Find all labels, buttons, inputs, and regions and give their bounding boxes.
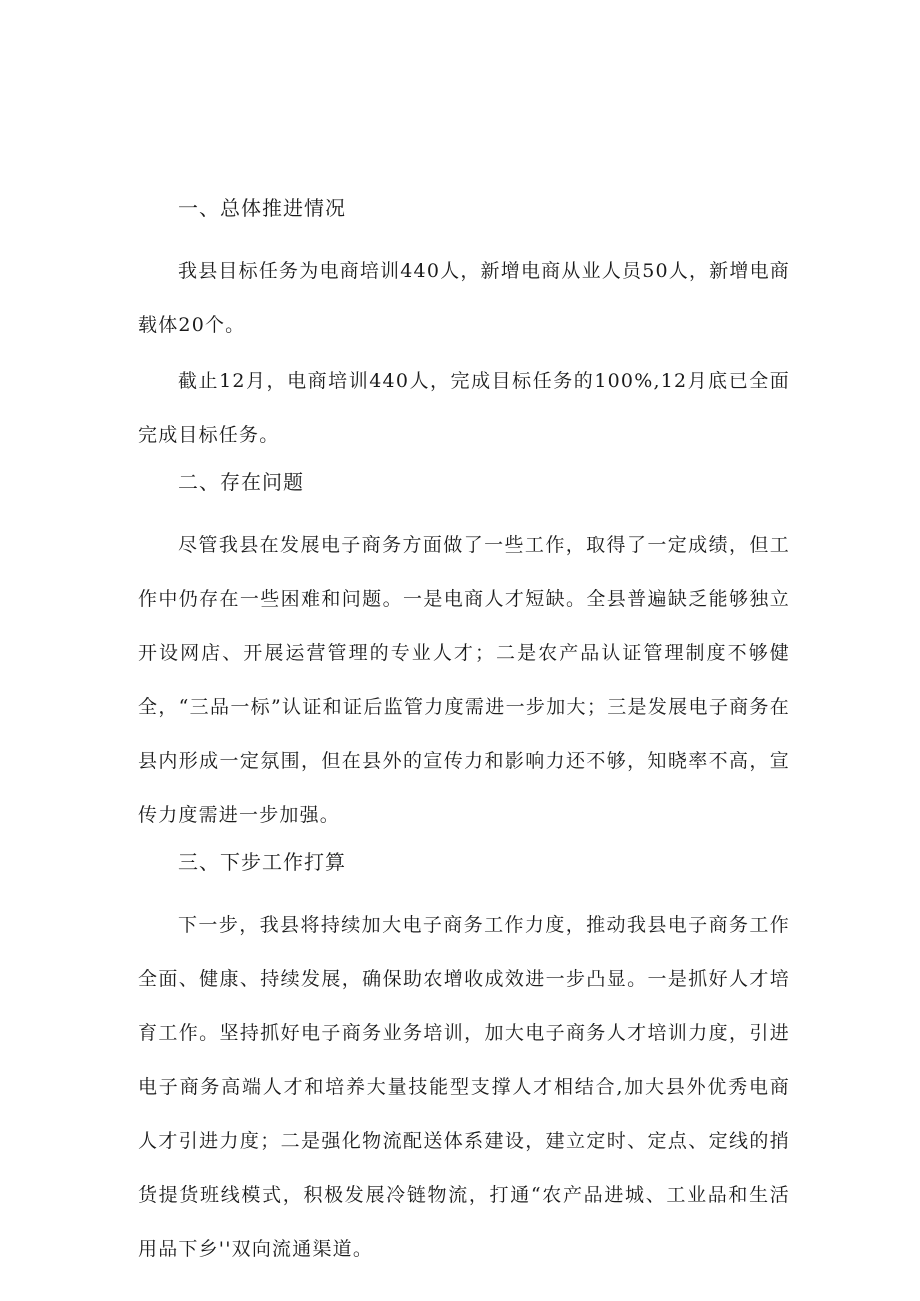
paragraph-completion-status: 截止12月，电商培训440人，完成目标任务的100%,12月底已全面完成目标任务。 xyxy=(138,370,790,446)
paragraph-target-tasks: 我县目标任务为电商培训440人，新增电商从业人员50人，新增电商载体20个。 xyxy=(138,260,790,336)
document-body xyxy=(138,190,790,1276)
section-heading-next-steps: 三、下步工作打算 xyxy=(178,850,346,874)
paragraph-problems: 尽管我县在发展电子商务方面做了一些工作，取得了一定成绩，但工作中仍存在一些困难和问题。一是电商人才短缺。全县普遍缺乏能够独立开设网店、开展运营管理的专业人才；二是农产品认证管理制度不够健全，“三品一标”认证和证后监管力度需进一步加大；三是发展电子商务在县内形成一定氛围，但在县外的宣传力和影响力还不够，知晓率不高，宣传力度需进一步加强。 xyxy=(138,534,790,826)
paragraph-next-steps: 下一步，我县将持续加大电子商务工作力度，推动我县电子商务工作全面、健康、持续发展，确保助农增收成效进一步凸显。一是抓好人才培育工作。坚持抓好电子商务业务培训，加大电子商务人才培训力度，引进电子商务高端人才和培养大量技能型支撑人才相结合,加大县外优秀电商人才引进力度；二是强化物流配送体系建设，建立定时、定点、定线的捎货提货班线模式，积极发展冷链物流，打通“农产品进城、工业品和生活用品下乡''双向流通渠道。 xyxy=(138,914,790,1260)
section-heading-existing-problems: 二、存在问题 xyxy=(178,470,304,494)
section-heading-overall-progress: 一、总体推进情况 xyxy=(178,196,346,220)
